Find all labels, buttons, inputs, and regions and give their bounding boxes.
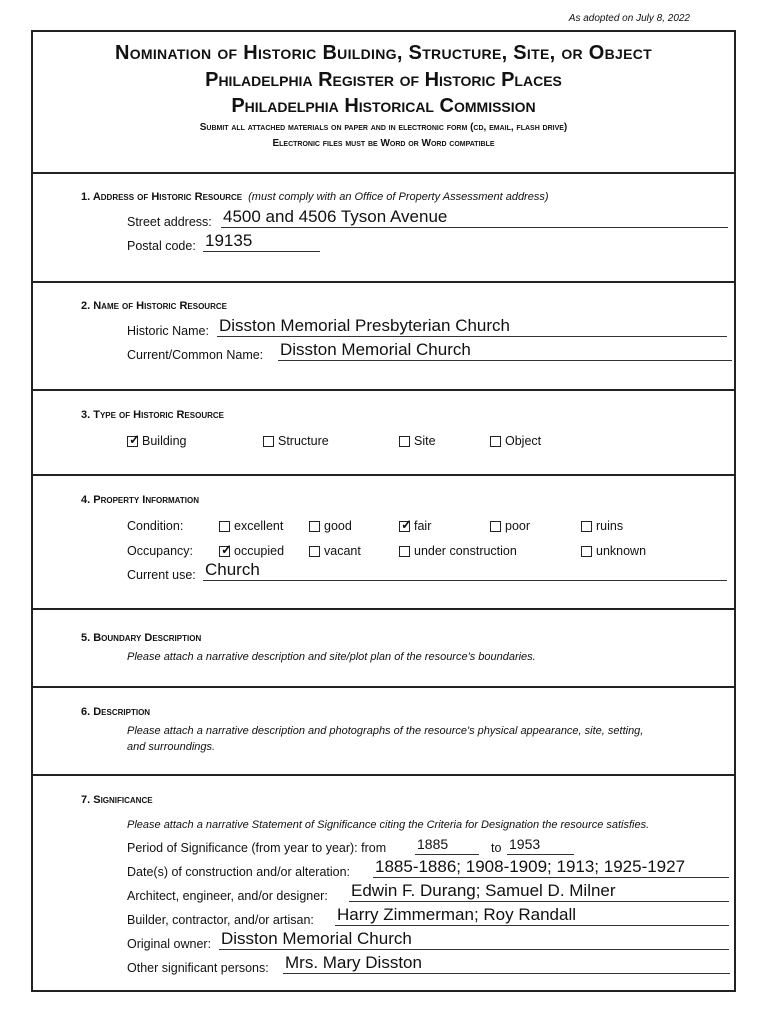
architect-label: Architect, engineer, and/or designer: bbox=[127, 889, 328, 903]
postal-code-label: Postal code: bbox=[127, 239, 196, 253]
divider bbox=[33, 774, 734, 776]
submit-instructions: Submit all attached materials on paper and in electronic form (cd, email, flash drive) bbox=[199, 122, 568, 133]
boundary-instructions: Please attach a narrative description and site/plot plan of the resource's boundaries. bbox=[127, 651, 536, 663]
type-object-checkbox[interactable]: Object bbox=[490, 434, 541, 448]
adopted-date: As adopted on July 8, 2022 bbox=[568, 13, 690, 24]
section-5-title: 5. Boundary Description bbox=[81, 632, 202, 644]
period-to-field[interactable]: 1953 bbox=[507, 835, 574, 855]
period-from-field[interactable]: 1885 bbox=[415, 835, 479, 855]
check-icon: ✓ bbox=[401, 516, 412, 532]
street-address-field[interactable]: 4500 and 4506 Tyson Avenue bbox=[221, 208, 728, 228]
form-header bbox=[33, 32, 734, 172]
check-icon: ✓ bbox=[221, 541, 232, 557]
builder-label: Builder, contractor, and/or artisan: bbox=[127, 913, 314, 927]
type-building-checkbox[interactable]: ✓ Building bbox=[129, 431, 187, 448]
divider bbox=[33, 686, 734, 688]
occupancy-occupied-checkbox[interactable]: ✓ occupied bbox=[221, 541, 285, 558]
description-instructions-2: and surroundings. bbox=[127, 741, 216, 753]
original-owner-field[interactable]: Disston Memorial Church bbox=[219, 930, 729, 950]
occupancy-under-construction-checkbox[interactable]: under construction bbox=[399, 544, 517, 558]
historic-name-field[interactable]: Disston Memorial Presbyterian Church bbox=[217, 317, 727, 337]
original-owner-label: Original owner: bbox=[127, 937, 212, 951]
section-3-title: 3. Type of Historic Resource bbox=[81, 409, 224, 421]
street-address-label: Street address: bbox=[127, 215, 212, 229]
current-use-field[interactable]: Church bbox=[203, 561, 727, 581]
commission-title: Philadelphia Historical Commission bbox=[231, 95, 536, 117]
historic-name-label: Historic Name: bbox=[127, 324, 209, 338]
section-2-title: 2. Name of Historic Resource bbox=[81, 300, 227, 312]
construction-dates-label: Date(s) of construction and/or alteration: bbox=[127, 865, 351, 879]
common-name-field[interactable]: Disston Memorial Church bbox=[278, 341, 732, 361]
file-instructions: Electronic files must be Word or Word compatible bbox=[272, 138, 495, 149]
section-6-title: 6. Description bbox=[81, 706, 151, 718]
divider bbox=[33, 281, 734, 283]
divider bbox=[33, 389, 734, 391]
occupancy-label: Occupancy: bbox=[127, 544, 194, 558]
current-use-label: Current use: bbox=[127, 568, 196, 582]
other-persons-field[interactable]: Mrs. Mary Disston bbox=[283, 954, 730, 974]
condition-ruins-checkbox[interactable]: ruins bbox=[581, 519, 623, 533]
occupancy-unknown-checkbox[interactable]: unknown bbox=[581, 544, 646, 558]
postal-code-field[interactable]: 19135 bbox=[203, 232, 320, 252]
section-1-title: 1. Address of Historic Resource (must comply with an Office of Property Assessment address) bbox=[81, 191, 549, 203]
period-to-label: to bbox=[491, 841, 502, 855]
condition-excellent-checkbox[interactable]: excellent bbox=[219, 519, 283, 533]
section-7-title: 7. Significance bbox=[81, 794, 153, 806]
builder-field[interactable]: Harry Zimmerman; Roy Randall bbox=[335, 906, 729, 926]
divider bbox=[33, 474, 734, 476]
architect-field[interactable]: Edwin F. Durang; Samuel D. Milner bbox=[349, 882, 729, 902]
construction-dates-field[interactable]: 1885-1886; 1908-1909; 1913; 1925-1927 bbox=[373, 858, 729, 878]
significance-instructions: Please attach a narrative Statement of Significance citing the Criteria for Designation the resource satisfies. bbox=[127, 819, 650, 831]
condition-fair-checkbox[interactable]: ✓ fair bbox=[401, 516, 432, 533]
check-icon: ✓ bbox=[129, 431, 140, 447]
condition-label: Condition: bbox=[127, 519, 184, 533]
period-label: Period of Significance (from year to year): from bbox=[127, 841, 387, 855]
condition-good-checkbox[interactable]: good bbox=[309, 519, 352, 533]
type-site-checkbox[interactable]: Site bbox=[399, 434, 436, 448]
divider bbox=[33, 608, 734, 610]
type-structure-checkbox[interactable]: Structure bbox=[263, 434, 329, 448]
other-persons-label: Other significant persons: bbox=[127, 961, 269, 975]
register-title: Philadelphia Register of Historic Places bbox=[205, 69, 562, 91]
form-title: Nomination of Historic Building, Structure, Site, or Object bbox=[114, 42, 653, 64]
form-frame bbox=[31, 30, 736, 992]
occupancy-vacant-checkbox[interactable]: vacant bbox=[309, 544, 361, 558]
common-name-label: Current/Common Name: bbox=[127, 348, 264, 362]
condition-poor-checkbox[interactable]: poor bbox=[490, 519, 530, 533]
divider bbox=[33, 172, 734, 174]
section-4-title: 4. Property Information bbox=[81, 494, 199, 506]
description-instructions-1: Please attach a narrative description and photographs of the resource's physical appearance, site, setting, bbox=[127, 725, 644, 737]
